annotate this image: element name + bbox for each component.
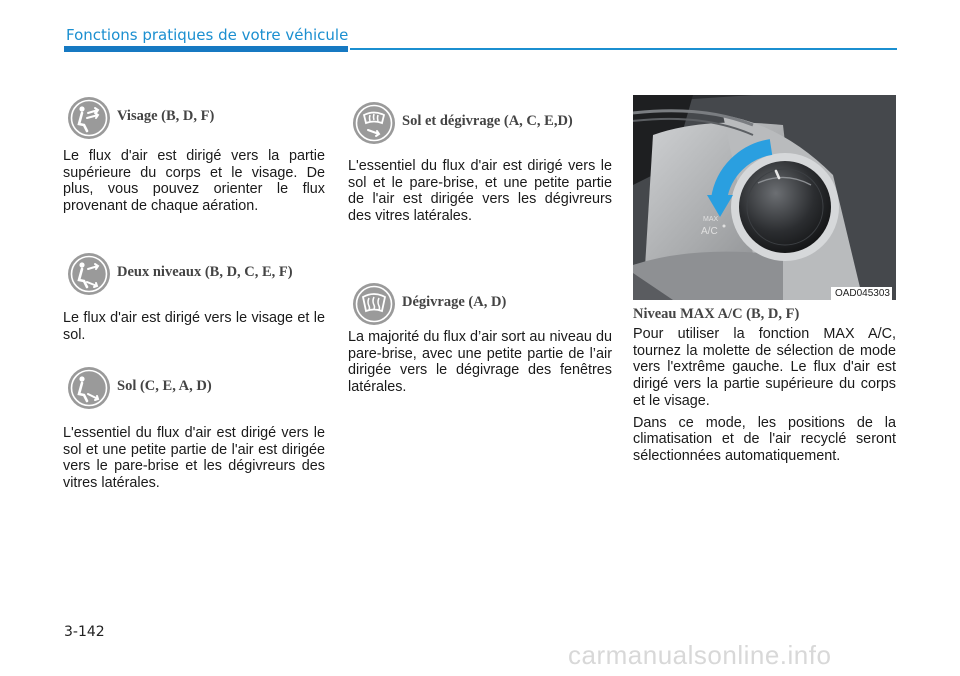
max-ac-section [633,306,896,465]
floor-vent-icon [67,366,111,410]
mode-title: Visage (B, D, F) [117,108,215,124]
mode-description: La majorité du flux d’air sort au niveau du pare-brise, avec une petite partie de l’air dirigée vers le dégivrage des fenêtres latérales. [348,329,612,396]
face-vent-icon [67,96,111,140]
mode-visage [63,96,325,215]
mode-description: Le flux d'air est dirigé vers la partie supérieure du corps et le visage. De plus, vous pouvez orienter le flux provenant de chaque aération. [63,148,325,215]
max-ac-paragraph: Dans ce mode, les positions de la climatisation et de l'air recyclé seront sélectionnées automatiquement. [633,414,896,464]
section-title: Fonctions pratiques de votre véhicule [66,26,349,44]
mode-title: Sol (C, E, A, D) [117,378,212,394]
mode-deux-niveaux [63,252,325,343]
watermark: carmanualsonline.info [568,640,832,670]
mode-description: Le flux d'air est dirigé vers le visage et le sol. [63,310,325,343]
mode-sol-degivrage [348,101,612,225]
header-bar [64,46,348,52]
max-label: MAX [703,216,719,223]
mode-title: Deux niveaux (B, D, C, E, F) [117,264,293,280]
max-ac-title: Niveau MAX A/C (B, D, F) [633,306,800,322]
figure-code: OAD045303 [831,287,892,300]
mode-description: L'essentiel du flux d'air est dirigé vers le sol et une petite partie de l'air est dirigée vers le pare-brise et les dégivreurs des vitres latérales. [63,425,325,492]
defrost-icon [352,282,396,326]
mode-sol [63,366,325,492]
mode-description: L'essentiel du flux d'air est dirigé vers le sol et le pare-brise, et une petite partie de l'air est dirigée vers les dégivreurs des vitres latérales. [348,158,612,225]
header-rule [350,48,897,50]
max-ac-paragraph: Pour utiliser la fonction MAX A/C, tournez la molette de sélection de mode vers l'extrême gauche. Le flux d'air est dirigé vers la partie supérieure du corps et le visage. [633,326,896,409]
ac-label: A/C [701,226,718,237]
mode-degivrage [348,282,612,396]
ac-knob-figure [633,95,896,300]
mode-title: Sol et dégivrage (A, C, E,D) [402,113,573,129]
floor-defrost-icon [352,101,396,145]
bi-level-vent-icon [67,252,111,296]
mode-title: Dégivrage (A, D) [402,294,507,310]
page-number: 3-142 [64,624,105,640]
